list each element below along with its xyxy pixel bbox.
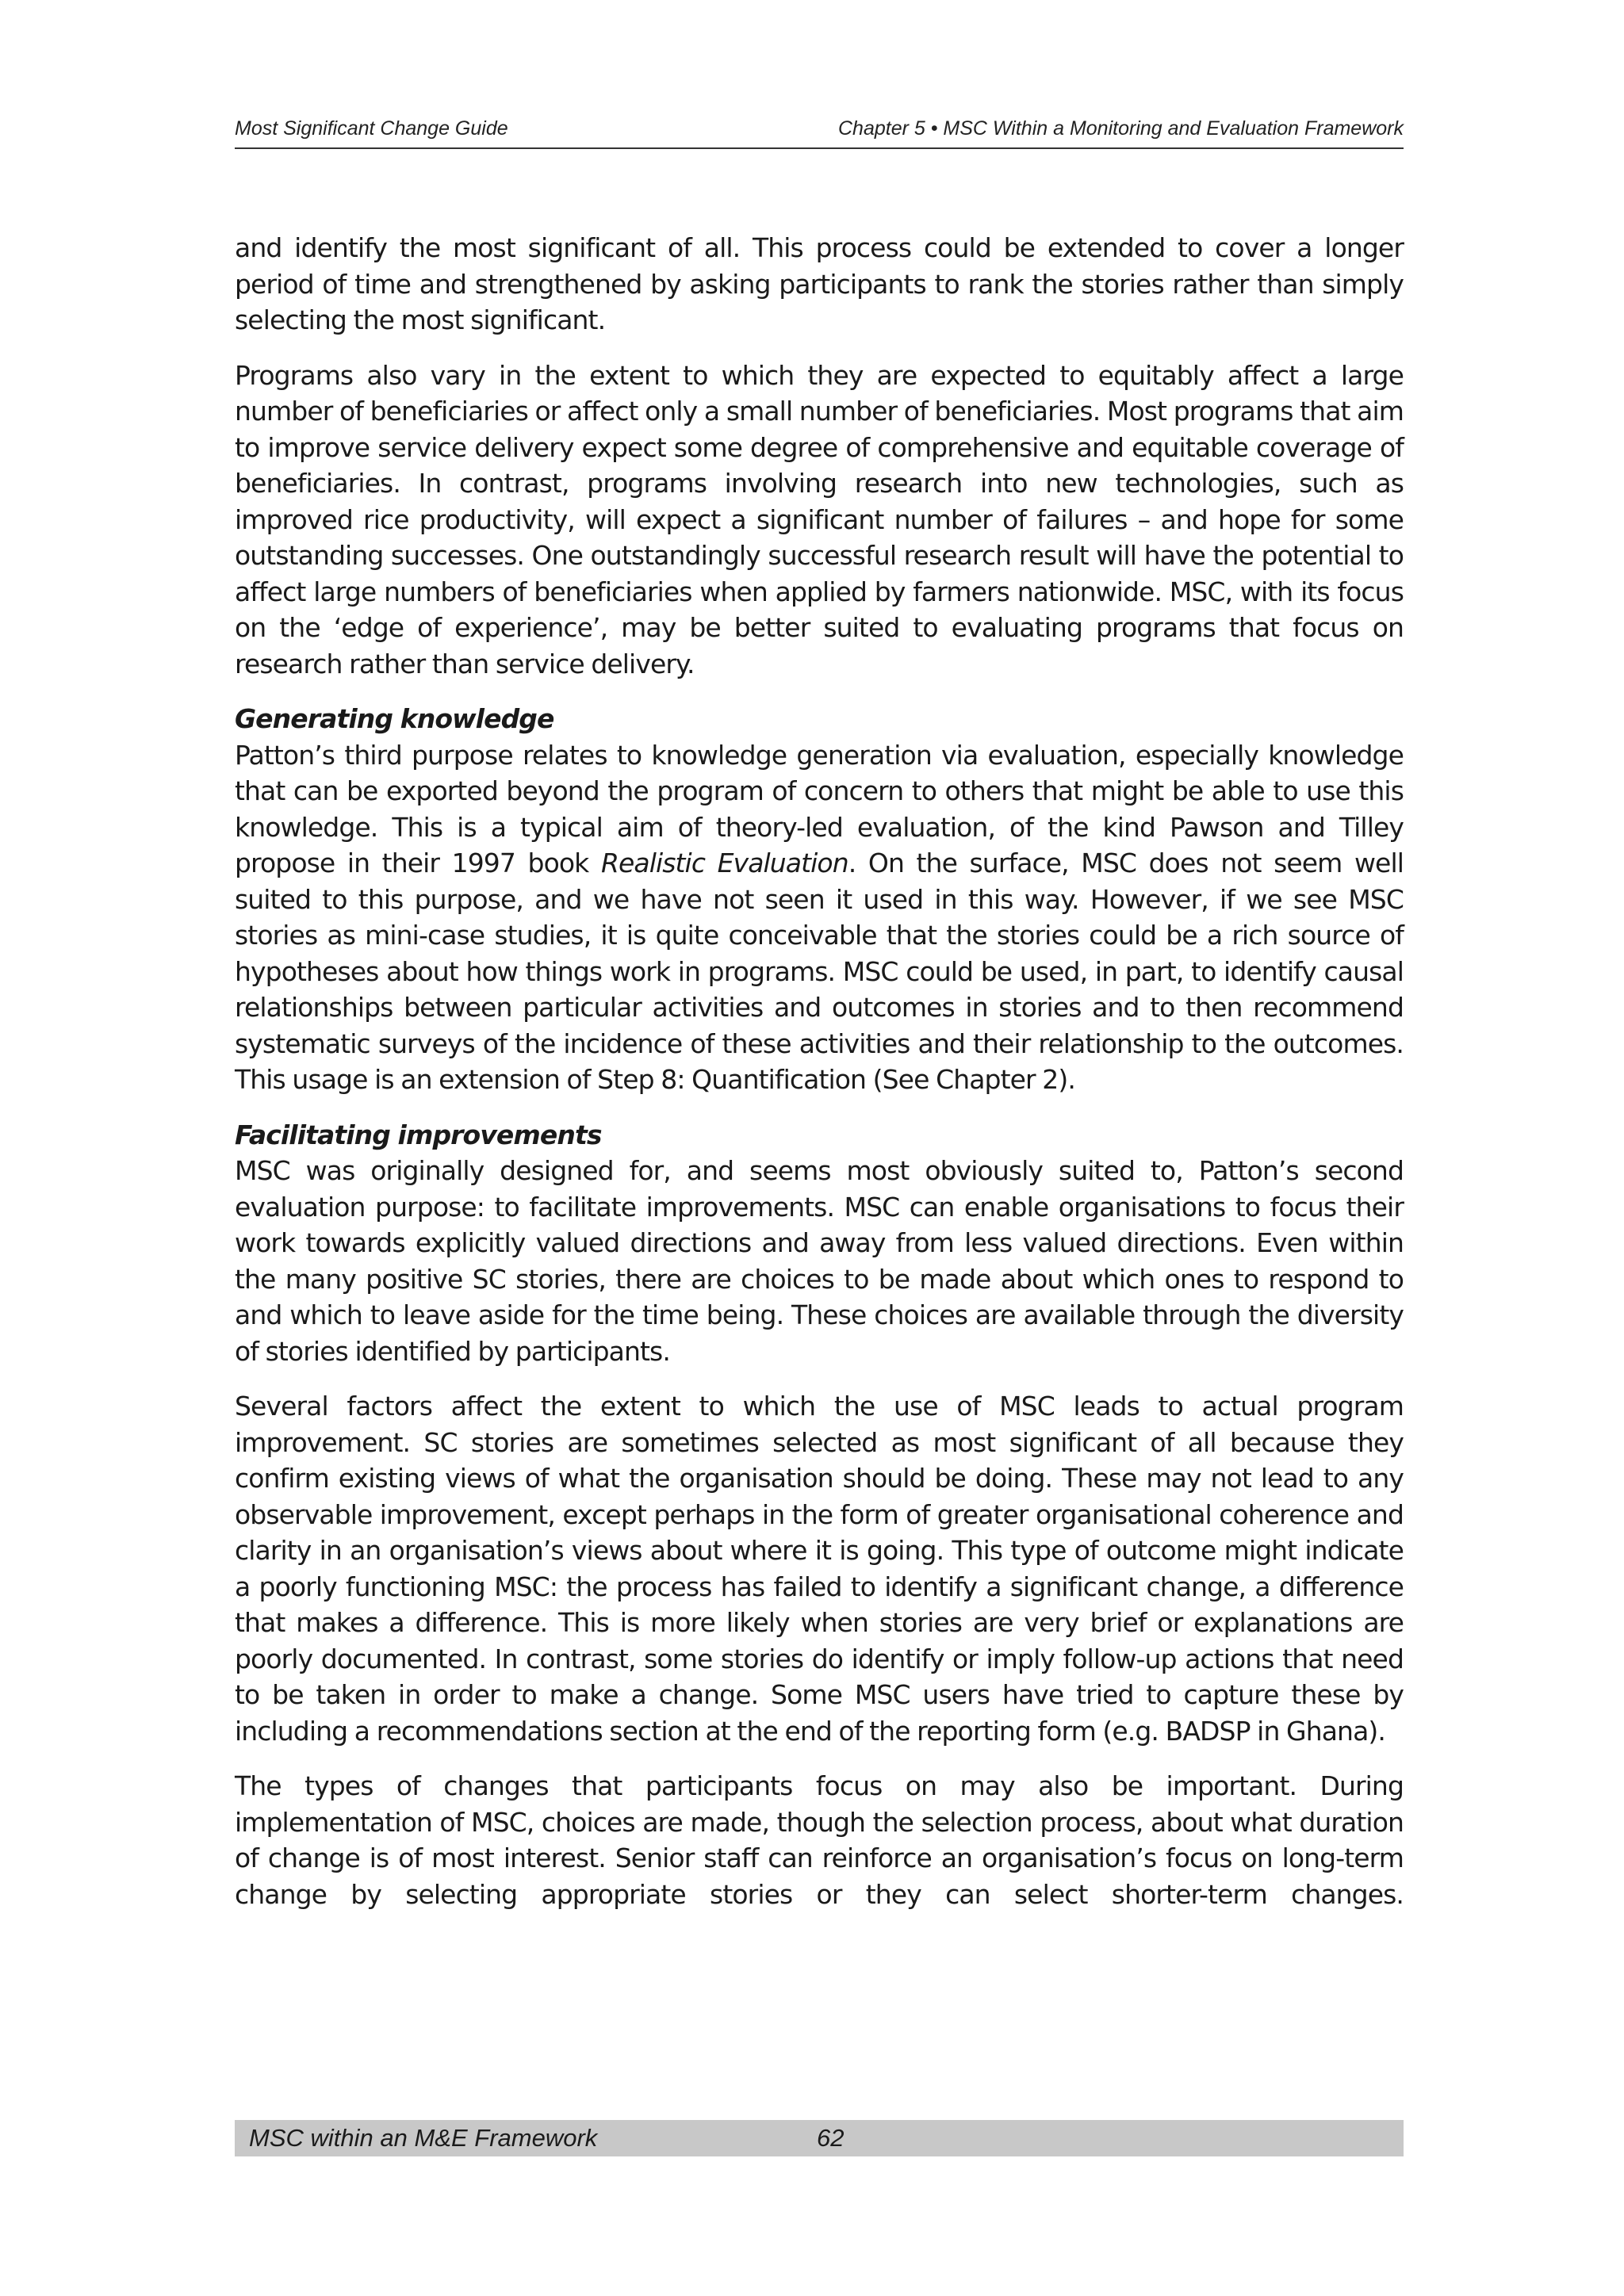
header-chapter-title: Chapter 5 • MSC Within a Monitoring and Evaluation Framework: [837, 117, 1404, 140]
paragraph-3-text-a: Patton’s third purpose relates to knowledge generation via evaluation, especially knowledge that can be exported beyond the program of concern to others that might be able to use this knowledge. This is a typical aim of theory-led evaluation, of the kind Pawson and Tilley propose in their 1997 book: [235, 739, 1404, 878]
page-body: [235, 230, 1404, 1931]
header-guide-title: Most Significant Change Guide: [235, 117, 508, 140]
paragraph-6: The types of changes that participants focus on may also be important. During implementation of MSC, choices are made, though the selection process, about what duration of change is of most interest. Senior staff can reinforce an organisation’s focus on long-term change by selecting appropriate stories or they can select shorter-term changes.: [235, 1770, 1404, 1910]
paragraph-5: Several factors affect the extent to which the use of MSC leads to actual program improvement. SC stories are sometimes selected as most significant of all because they confirm existing views of what the organisation should be doing. These may not lead to any observable improvement, except perhaps in the form of greater organisational coherence and clarity in an organisation’s views about where it is going. This type of outcome might indicate a poorly functioning MSC: the process has failed to identify a significant change, a difference that makes a difference. This is more likely when stories are very brief or explanations are poorly documented. In contrast, some stories do identify or imply follow-up actions that need to be taken in order to make a change. Some MSC users have tried to capture these by including a recommendations section at the end of the reporting form (e.g. BADSP in Ghana).: [235, 1391, 1404, 1747]
paragraph-2: Programs also vary in the extent to which they are expected to equitably affect a large number of beneficiaries or affect only a small number of beneficiaries. Most programs that aim to improve service delivery expect some degree of comprehensive and equitable coverage of beneficiaries. In contrast, programs involving research into new technologies, such as improved rice productivity, will expect a significant number of failures – and hope for some outstanding successes. One outstandingly successful research result will have the potential to affect large numbers of beneficiaries when applied by farmers nationwide. MSC, with its focus on the ‘edge of experience’, may be better suited to evaluating programs that focus on research rather than service delivery.: [235, 359, 1404, 679]
page-footer: [235, 2120, 1404, 2156]
paragraph-4: MSC was originally designed for, and seems most obviously suited to, Patton’s second evaluation purpose: to facilitate improvements. MSC can enable organisations to focus their work towards explicitly valued directions and away from less valued directions. Even within the many positive SC stories, there are choices to be made about which ones to respond to and which to leave aside for the time being. These choices are available through the diversity of stories identified by participants.: [235, 1155, 1404, 1367]
book-title: Realistic Evaluation: [600, 848, 848, 878]
paragraph-3-text-b: . On the surface, MSC does not seem well suited to this purpose, and we have not seen it used in this way. However, if we see MSC stories as mini-case studies, it is quite conceivable that the stories could be a rich source of hypotheses about how things work in programs. MSC could be used, in part, to identify causal relationships between particular activities and outcomes in stories and to then recommend systematic surveys of the incidence of these activities and their relationship to the outcomes. This usage is an extension of Step 8: Quantification (See Chapter 2).: [235, 848, 1404, 1095]
footer-section-title: MSC within an M&E Framework: [249, 2124, 598, 2152]
section-heading-facilitating-improvements: Facilitating improvements: [235, 1119, 602, 1150]
page-header: [235, 113, 1404, 149]
paragraph-3: [235, 737, 1404, 1098]
section-heading-generating-knowledge: Generating knowledge: [235, 703, 554, 734]
page-number: 62: [817, 2124, 845, 2152]
paragraph-1: and identify the most significant of all. This process could be extended to cover a longer period of time and strengthened by asking participants to rank the stories rather than simply selecting the most significant.: [235, 232, 1404, 335]
